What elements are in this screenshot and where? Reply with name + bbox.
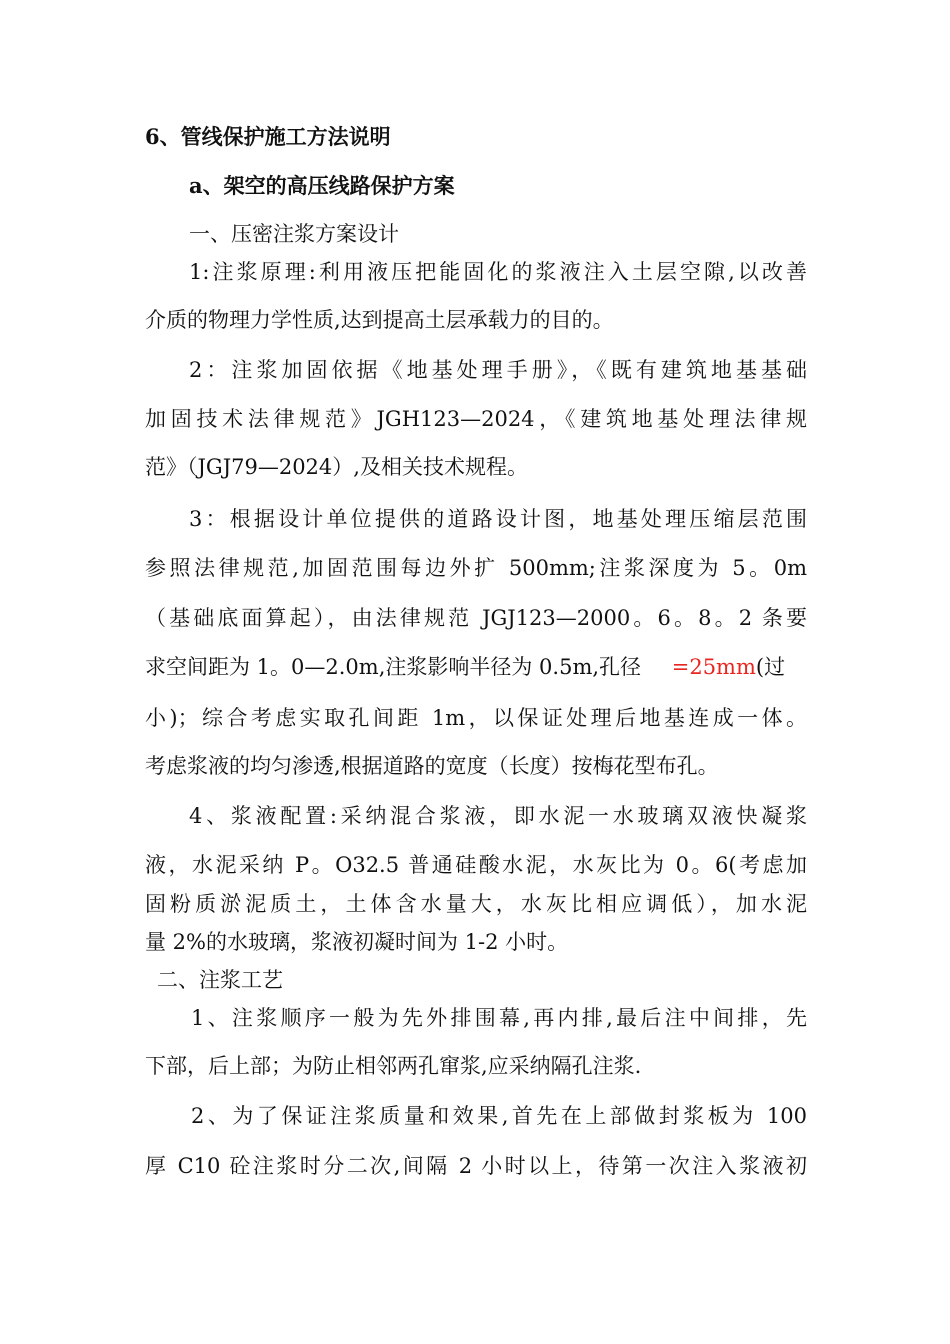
highlighted-diameter: =25mm (671, 655, 756, 679)
paragraph-line-with-highlight (145, 652, 807, 682)
paragraph-line: 2、为了保证注浆质量和效果,首先在上部做封浆板为 100 (191, 1104, 807, 1128)
paragraph-line: 厚 C10 砼注浆时分二次,间隔 2 小时以上，待第一次注入浆液初 (145, 1154, 807, 1178)
section-title-grouting-process: 二、注浆工艺 (157, 968, 283, 992)
paragraph-line: 小)；综合考虑实取孔间距 1m，以保证处理后地基连成一体。 (145, 706, 807, 730)
line-text: (过 (755, 655, 786, 679)
paragraph-line: 考虑浆液的均匀渗透,根据道路的宽度（长度）按梅花型布孔。 (145, 754, 719, 778)
paragraph-line: 参照法律规范,加固范围每边外扩 500mm;注浆深度为 5。0m (145, 556, 807, 580)
paragraph-line: （基础底面算起），由法律规范 JGJ123—2000。6。8。2 条要 (145, 606, 807, 630)
paragraph-line: 1:注浆原理:利用液压把能固化的浆液注入土层空隙,以改善 (189, 260, 807, 284)
paragraph-line: 加固技术法律规范》JGH123—2024，《建筑地基处理法律规 (145, 407, 807, 431)
paragraph-line: 介质的物理力学性质,达到提高土层承载力的目的。 (145, 308, 614, 332)
subsection-heading: a、架空的高压线路保护方案 (189, 173, 455, 198)
section-heading: 6、管线保护施工方法说明 (145, 124, 391, 149)
paragraph-line: 范》（JGJ79—2024）,及相关技术规程。 (145, 455, 528, 479)
paragraph-line: 量 2%的水玻璃，浆液初凝时间为 1-2 小时。 (145, 930, 569, 954)
section-title-grouting-design: 一、压密注浆方案设计 (189, 222, 399, 246)
paragraph-line: 2：注浆加固依据《地基处理手册》，《既有建筑地基基础 (189, 358, 807, 382)
paragraph-line: 3：根据设计单位提供的道路设计图，地基处理压缩层范围 (189, 507, 807, 531)
paragraph-line: 1、注浆顺序一般为先外排围幕,再内排,最后注中间排，先 (191, 1006, 807, 1030)
paragraph-line: 固粉质淤泥质土，土体含水量大，水灰比相应调低），加水泥 (145, 892, 807, 916)
paragraph-line: 液，水泥采纳 P。O32.5 普通硅酸水泥，水灰比为 0。6(考虑加 (145, 853, 807, 877)
paragraph-line: 下部，后上部；为防止相邻两孔窜浆,应采纳隔孔注浆. (145, 1054, 642, 1078)
line-text: 求空间距为 1。0—2.0m,注浆影响半径为 0.5m,孔径 (145, 655, 642, 679)
paragraph-line: 4、浆液配置:采纳混合浆液，即水泥一水玻璃双液快凝浆 (189, 804, 807, 828)
